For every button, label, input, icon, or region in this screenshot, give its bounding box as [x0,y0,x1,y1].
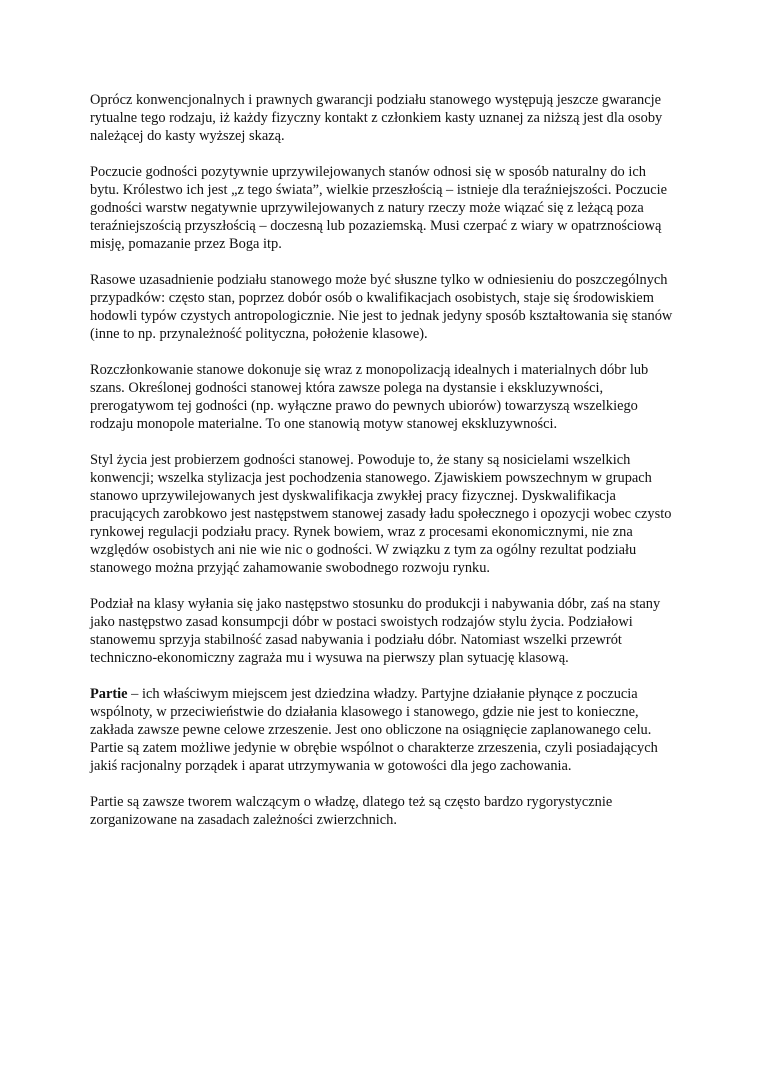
paragraph-3 [90,271,675,343]
document-body [90,91,675,847]
paragraph-4-text: Rozczłonkowanie stanowe dokonuje się wraz z monopolizacją idealnych i materialnych dóbr lub szans. Określonej godności stanowej która zawsze polega na dystansie i ekskluzywności, prerogatywom tej godności (np. wyłączne prawo do pewnych ubiorów) towarzyszą wszelkiego rodzaju monopole materialne. To one stanowią motyw stanowej ekskluzywności. [90,362,649,432]
paragraph-1 [90,91,675,145]
paragraph-6 [90,595,675,667]
paragraph-6-text: Podział na klasy wyłania się jako następstwo stosunku do produkcji i nabywania dóbr, zaś na stany jako następstwo zasad konsumpcji dóbr w postaci swoistych rodzajów stylu życia. Podziałowi stanowemu sprzyja stabilność zasad nabywania i podziału dóbr. Natomiast wszelki przewrót techniczno-ekonomiczny zagraża mu i wysuwa na pierwszy plan sytuację klasową. [90,596,661,666]
paragraph-8 [90,793,675,829]
paragraph-7-bold-lead: Partie [90,686,128,702]
paragraph-2-text: Poczucie godności pozytywnie uprzywilejowanych stanów odnosi się w sposób naturalny do ich bytu. Królestwo ich jest „z tego świata”, wielkie przeszłością – istnieje dla teraźniejszości. Poczucie godności warstw negatywnie uprzywilejowanych z natury rzeczy może wiązać się z leżącą poza teraźniejszością przyszłością – doczesną lub pozaziemską. Musi czerpać z wiary w opatrznościową misję, pomazanie przez Boga itp. [90,164,668,252]
paragraph-7-text: – ich właściwym miejscem jest dziedzina władzy. Partyjne działanie płynące z poczucia wspólnoty, w przeciwieństwie do działania klasowego i stanowego, gdzie nie jest to konieczne, zakłada zawsze pewne celowe zrzeszenie. Jest ono obliczone na osiągnięcie zaplanowanego celu. Partie są zatem możliwe jedynie w obrębie wspólnot o charakterze zrzeszenia, czyli posiadających jakiś racjonalny porządek i aparat utrzymywania w gotowości dla jego zachowania. [90,686,658,774]
paragraph-8-text: Partie są zawsze tworem walczącym o władzę, dlatego też są często bardzo rygorystycznie zorganizowane na zasadach zależności zwierzchnich. [90,794,613,828]
paragraph-5-text: Styl życia jest probierzem godności stanowej. Powoduje to, że stany są nosicielami wszelkich konwencji; wszelka stylizacja jest pochodzenia stanowego. Zjawiskiem powszechnym w grupach stanowo uprzywilejowanych jest dyskwalifikacja zwykłej pracy fizycznej. Dyskwalifikacja pracujących zarobkowo jest następstwem stanowej zasady ładu społecznego i opozycji wobec czysto rynkowej regulacji podziału pracy. Rynek bowiem, wraz z procesami ekonomicznymi, nie zna względów osobistych ani nie wie nic o godności. W związku z tym za ogólny rezultat podziału stanowego można przyjąć zahamowanie swobodnego rozwoju rynku. [90,452,672,576]
paragraph-1-text: Oprócz konwencjonalnych i prawnych gwarancji podziału stanowego występują jeszcze gwarancje rytualne tego rodzaju, iż każdy fizyczny kontakt z członkiem kasty uznanej za niższą jest dla osoby należącej do kasty wyższej skazą. [90,92,663,144]
paragraph-2 [90,163,675,253]
paragraph-5 [90,451,675,577]
paragraph-4 [90,361,675,433]
paragraph-7 [90,685,675,775]
paragraph-3-text: Rasowe uzasadnienie podziału stanowego może być słuszne tylko w odniesieniu do poszczególnych przypadków: często stan, poprzez dobór osób o kwalifikacjach osobistych, staje się środowiskiem hodowli typów czystych antropologicznie. Nie jest to jednak jedyny sposób kształtowania się stanów (inne to np. przynależność polityczna, położenie klasowe). [90,272,673,342]
